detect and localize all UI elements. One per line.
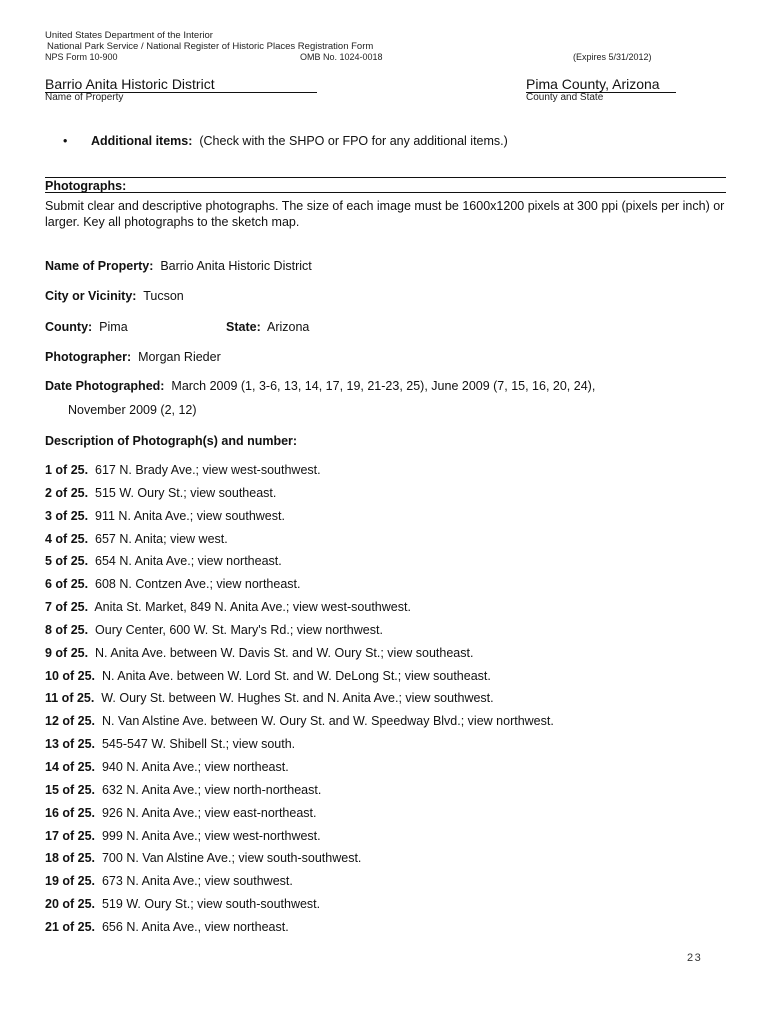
photo-description: 608 N. Contzen Ave.; view northeast. [95, 577, 301, 592]
field-value: March 2009 (1, 3-6, 13, 14, 17, 19, 21-23, 25), June 2009 (7, 15, 16, 20, 24), [171, 379, 596, 393]
photo-number: 21 of 25. [45, 919, 96, 934]
photo-list [45, 462, 554, 942]
photo-list-item [45, 896, 554, 919]
photo-list-item [45, 553, 554, 576]
photo-description: W. Oury St. between W. Hughes St. and N. Anita Ave.; view southwest. [101, 691, 494, 706]
photo-description: 519 W. Oury St.; view south-southwest. [101, 897, 321, 912]
field-property-name [45, 258, 312, 274]
photo-list-item [45, 508, 554, 531]
photo-list-item [45, 828, 554, 851]
photo-number: 17 of 25. [45, 828, 96, 843]
header-omb-number: OMB No. 1024-0018 [300, 52, 383, 62]
photo-description-heading: Description of Photograph(s) and number: [45, 434, 298, 448]
page-number: 23 [687, 952, 703, 964]
photo-number: 16 of 25. [45, 805, 96, 820]
field-label: Date Photographed: [45, 379, 165, 393]
photo-description: N. Van Alstine Ave. between W. Oury St. and W. Speedway Blvd.; view northwest. [101, 714, 554, 729]
photo-description: 617 N. Brady Ave.; view west-southwest. [95, 463, 321, 477]
field-label: County: [45, 320, 93, 334]
photo-description: N. Anita Ave. between W. Davis St. and W. Oury St.; view southeast. [95, 645, 474, 660]
photo-list-item [45, 462, 554, 485]
field-state [226, 319, 309, 335]
photo-number: 2 of 25. [45, 485, 89, 500]
field-value: Pima [99, 320, 128, 334]
photo-number: 15 of 25. [45, 782, 96, 797]
photo-description: 926 N. Anita Ave.; view east-northeast. [101, 805, 317, 820]
header-expiration: (Expires 5/31/2012) [573, 52, 652, 62]
photo-description: 911 N. Anita Ave.; view southwest. [95, 508, 285, 523]
photo-number: 14 of 25. [45, 759, 96, 774]
photo-list-item [45, 622, 554, 645]
photo-description: Anita St. Market, 849 N. Anita Ave.; view west-southwest. [94, 600, 411, 615]
photo-description: 657 N. Anita; view west. [95, 531, 228, 546]
photo-list-item [45, 485, 554, 508]
section-divider-bottom [45, 192, 726, 193]
photo-description: 656 N. Anita Ave., view northeast. [101, 919, 289, 934]
field-county [45, 319, 128, 335]
additional-items-label: Additional items: [91, 134, 193, 148]
property-name-label: Name of Property [45, 92, 124, 103]
field-city [45, 288, 184, 304]
photo-list-item [45, 919, 554, 942]
photo-list-item [45, 645, 554, 668]
photo-description: 940 N. Anita Ave.; view northeast. [101, 759, 289, 774]
photo-number: 6 of 25. [45, 577, 89, 592]
photo-number: 13 of 25. [45, 737, 96, 752]
photo-description: N. Anita Ave. between W. Lord St. and W. DeLong St.; view southeast. [101, 668, 491, 683]
photo-list-item [45, 805, 554, 828]
photo-number: 1 of 25. [45, 463, 89, 477]
field-photographer [45, 349, 221, 365]
field-value: Tucson [143, 289, 184, 303]
field-date-continuation: November 2009 (2, 12) [68, 403, 197, 417]
field-date-photographed [45, 378, 595, 394]
field-label: Photographer: [45, 350, 132, 364]
photo-description: 632 N. Anita Ave.; view north-northeast. [101, 782, 322, 797]
photo-description: 700 N. Van Alstine Ave.; view south-southwest. [101, 851, 362, 866]
additional-items-text: (Check with the SHPO or FPO for any additional items.) [199, 134, 508, 148]
field-label: City or Vicinity: [45, 289, 137, 303]
photo-number: 7 of 25. [45, 600, 89, 615]
photo-list-item [45, 850, 554, 873]
photo-number: 5 of 25. [45, 554, 89, 569]
photographs-heading: Photographs: [45, 179, 127, 193]
photo-number: 19 of 25. [45, 874, 96, 889]
field-value: Arizona [267, 320, 310, 334]
photo-description: 999 N. Anita Ave.; view west-northwest. [101, 828, 321, 843]
bullet-icon: • [63, 134, 68, 148]
header-form-number: NPS Form 10-900 [45, 52, 118, 62]
property-name: Barrio Anita Historic District [45, 76, 317, 93]
photo-list-item [45, 736, 554, 759]
photo-description: Oury Center, 600 W. St. Mary's Rd.; view northwest. [95, 622, 383, 637]
photo-list-item [45, 531, 554, 554]
photo-list-item [45, 690, 554, 713]
photo-list-item [45, 759, 554, 782]
photo-number: 8 of 25. [45, 622, 89, 637]
field-value: Barrio Anita Historic District [160, 259, 312, 273]
section-divider-top [45, 177, 726, 178]
photo-list-item [45, 668, 554, 691]
photo-number: 11 of 25. [45, 691, 95, 706]
photo-number: 10 of 25. [45, 668, 96, 683]
photo-number: 12 of 25. [45, 714, 96, 729]
county-state-label: County and State [526, 92, 604, 103]
photo-list-item [45, 576, 554, 599]
photo-list-item [45, 782, 554, 805]
photo-list-item [45, 713, 554, 736]
photo-description: 515 W. Oury St.; view southeast. [95, 485, 277, 500]
header-form-title: National Park Service / National Register of Historic Places Registration Form [47, 41, 374, 52]
photo-description: 673 N. Anita Ave.; view southwest. [101, 874, 293, 889]
photo-list-item [45, 873, 554, 896]
photo-number: 20 of 25. [45, 897, 96, 912]
photographs-instructions: Submit clear and descriptive photographs. The size of each image must be 1600x1200 pixels at 300 ppi (pixels per inch) or larger. Key all photographs to the sketch map. [45, 199, 725, 229]
photo-description: 654 N. Anita Ave.; view northeast. [95, 554, 282, 569]
additional-items-line [63, 133, 508, 149]
photo-list-item [45, 599, 554, 622]
photo-number: 9 of 25. [45, 645, 89, 660]
photo-number: 3 of 25. [45, 508, 89, 523]
field-label: Name of Property: [45, 259, 154, 273]
field-label: State: [226, 320, 261, 334]
field-value: Morgan Rieder [138, 350, 221, 364]
photo-description: 545-547 W. Shibell St.; view south. [101, 737, 296, 752]
county-state: Pima County, Arizona [526, 76, 676, 93]
photo-number: 18 of 25. [45, 851, 96, 866]
photo-number: 4 of 25. [45, 531, 89, 546]
header-department: United States Department of the Interior [45, 30, 213, 41]
